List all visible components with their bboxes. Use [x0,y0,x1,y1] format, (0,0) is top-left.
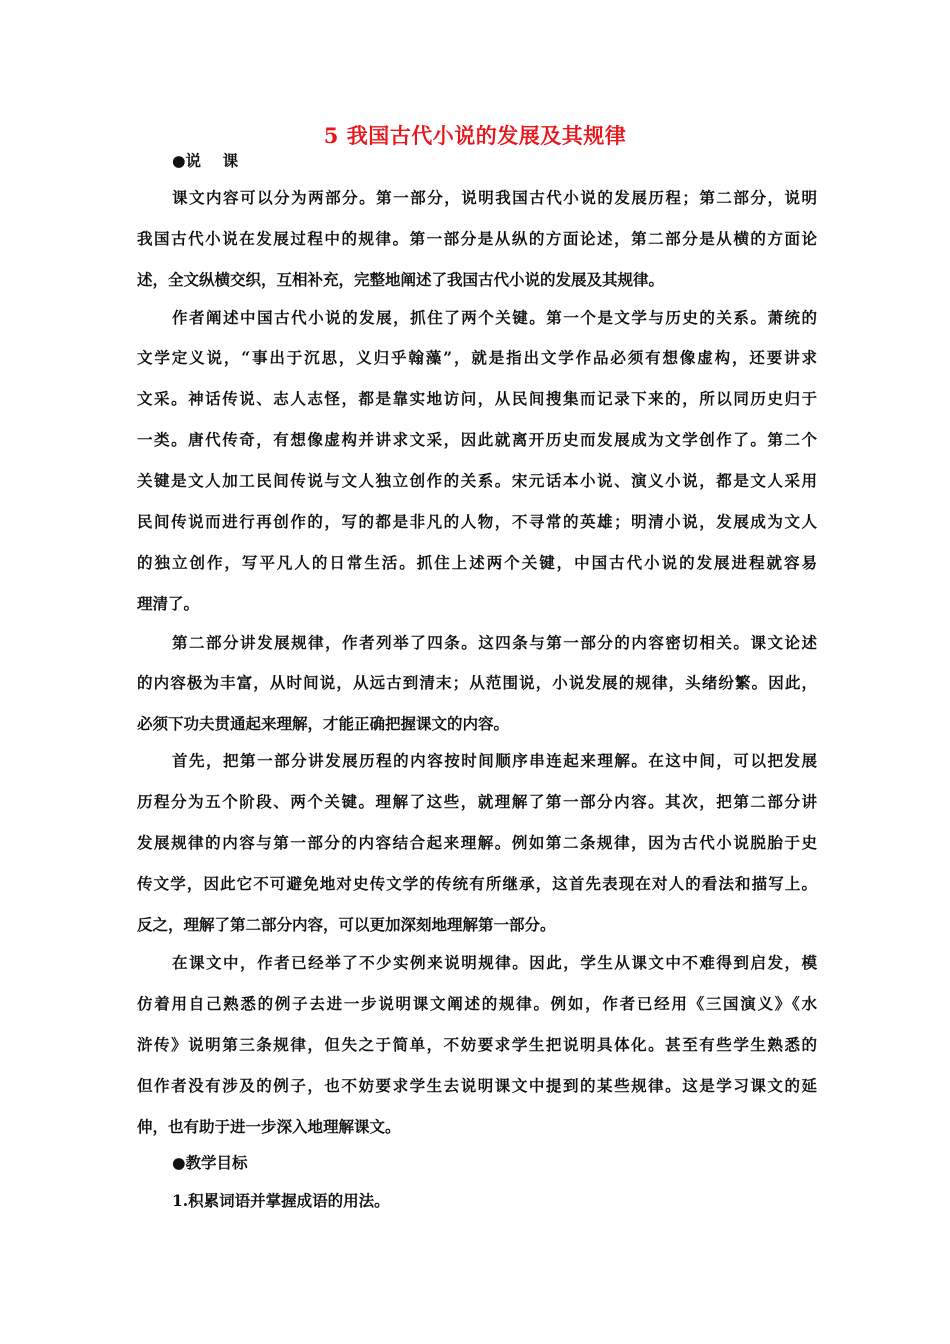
paragraph-4-line: 传文学，因此它不可避免地对史传文学的传统有所继承，这首先表现在对人的看法和描写上。 [137,874,817,893]
paragraph-2-line: 民间传说而进行再创作的，写的都是非凡的人物，不寻常的英雄；明清小说，发展成为文人 [137,512,817,531]
paragraph-2-line: 文学定义说，“事出于沉思，义归乎翰藻”，就是指出文学作品必须有想像虚构，还要讲求 [137,348,817,367]
paragraph-4-line: 历程分为五个阶段、两个关键。理解了这些，就理解了第一部分内容。其次，把第二部分讲 [137,792,817,811]
paragraph-5-line: 伸，也有助于进一步深入地理解课文。 [137,1117,401,1136]
paragraph-3-line: 第二部分讲发展规律，作者列举了四条。这四条与第一部分的内容密切相关。课文论述 [172,633,817,652]
teaching-objective-item: 1.积累词语并掌握成语的用法。 [172,1191,390,1210]
paragraph-3-line: 的内容极为丰富，从时间说，从远古到清末；从范围说，小说发展的规律，头绪纷繁。因此， [137,673,817,692]
paragraph-3-line: 必须下功夫贯通起来理解，才能正确把握课文的内容。 [137,714,510,733]
paragraph-2-line: 理清了。 [137,594,200,613]
paragraph-1-line: 述，全文纵横交织，互相补充，完整地阐述了我国古代小说的发展及其规律。 [137,270,665,289]
paragraph-2-line: 一类。唐代传奇，有想像虚构并讲求文采，因此就离开历史而发展成为文学创作了。第二个 [137,430,817,449]
section-heading-label: 说 课 [185,151,239,170]
paragraph-4-line: 发展规律的内容与第一部分的内容结合起来理解。例如第二条规律，因为古代小说脱胎于史 [137,833,817,852]
paragraph-2-line: 的独立创作，写平凡人的日常生活。抓住上述两个关键，中国古代小说的发展进程就容易 [137,553,817,572]
paragraph-4-line: 反之，理解了第二部分内容，可以更加深刻地理解第一部分。 [137,915,556,934]
paragraph-5-line: 但作者没有涉及的例子，也不妨要求学生去说明课文中提到的某些规律。这是学习课文的延 [137,1076,817,1095]
paragraph-1-line: 课文内容可以分为两部分。第一部分，说明我国古代小说的发展历程；第二部分，说明 [172,188,817,207]
paragraph-2-line: 作者阐述中国古代小说的发展，抓住了两个关键。第一个是文学与历史的关系。萧统的 [172,308,817,327]
paragraph-5-line: 浒传》说明第三条规律，但失之于简单，不妨要求学生把说明具体化。甚至有些学生熟悉的 [137,1035,817,1054]
section-heading-label: 教学目标 [185,1153,248,1172]
paragraph-5-line: 仿着用自己熟悉的例子去进一步说明课文阐述的规律。例如，作者已经用《三国演义》《水 [137,994,817,1013]
section-heading-shuoke [172,150,238,172]
bullet-icon: ● [172,151,186,170]
paragraph-4-line: 首先，把第一部分讲发展历程的内容按时间顺序串连起来理解。在这中间，可以把发展 [172,751,817,770]
paragraph-1-line: 我国古代小说在发展过程中的规律。第一部分是从纵的方面论述，第二部分是从横的方面论 [137,229,817,248]
section-heading-teaching-goals [172,1152,248,1174]
paragraph-5-line: 在课文中，作者已经举了不少实例来说明规律。因此，学生从课文中不难得到启发，模 [172,953,817,972]
paragraph-2-line: 文采。神话传说、志人志怪，都是靠实地访问，从民间搜集而记录下来的，所以同历史归于 [137,389,817,408]
bullet-icon: ● [172,1153,186,1172]
paragraph-2-line: 关键是文人加工民间传说与文人独立创作的关系。宋元话本小说、演义小说，都是文人采用 [137,471,817,490]
document-title: 5 我国古代小说的发展及其规律 [323,123,627,148]
